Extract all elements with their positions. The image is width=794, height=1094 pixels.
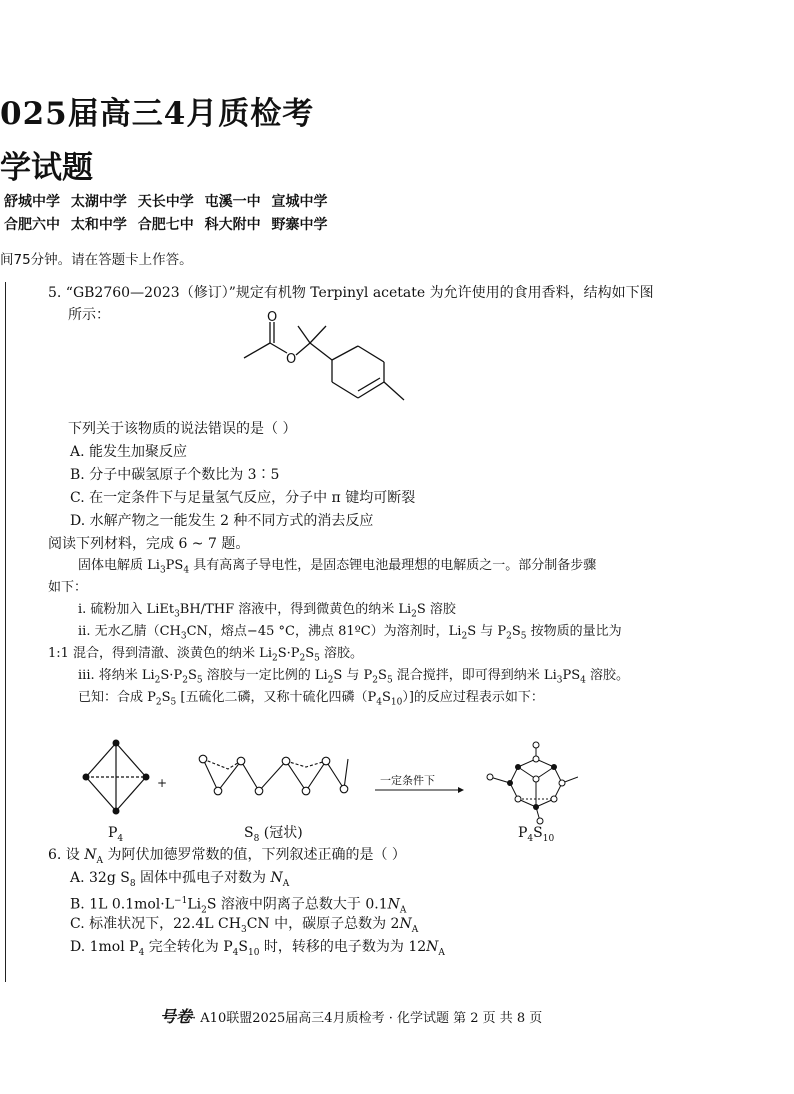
- label-p4s10: $P_4S_{10}$: [518, 825, 555, 844]
- q6-option-d: D. 1mol $P_4$ 完全转化为 $P_4S_{10}$ 时，转移的电子数为为 $12N_A$: [70, 939, 445, 958]
- brand-logo: 号卷: [160, 1007, 193, 1026]
- reading-step1: i. 硫粉加入 LiEt$_3$BH/THF 溶液中，得到微黄色的纳米 $Li_2S$ 溶胶: [78, 602, 456, 620]
- reaction-condition: 一定条件下: [380, 774, 435, 787]
- reading-step3: iii. 将纳米 $Li_2S\cdot P_2S_5$ 溶胶与一定比例的 $Li_2S$ 与 $P_2S_5$ 混合搅拌，即可得到纳米 $Li_3PS_4$ 溶胶。: [78, 668, 629, 686]
- q6-stem: 6. 设 $N_A$ 为阿伏加德罗常数的值，下列叙述正确的是（ ）: [48, 847, 406, 866]
- q5-option-b: B. 分子中碳氢原子个数比为 3∶5: [70, 467, 280, 483]
- q5-option-d: D. 水解产物之一能发生 2 种不同方式的消去反应: [70, 513, 374, 529]
- q6-option-b: B. 1L $0.1mol\cdot L^{-1}Li_2S$ 溶液中阴离子总数大于 $0.1N_A$: [70, 896, 407, 916]
- reading-para1: 固体电解质 $Li_3PS_4$ 具有高离子导电性，是固态锂电池最理想的电解质之一。部分制备步骤: [78, 558, 597, 576]
- page-footer: [160, 1004, 542, 1027]
- school-list-row2: 合肥六中 太和中学 合肥七中 科大附中 野寨中学: [4, 217, 328, 233]
- label-p4: $P_4$: [108, 825, 124, 844]
- q6-option-a: A. 32g $S_8$ 固体中孤电子对数为 $N_A$: [70, 870, 290, 889]
- terpinyl-acetate-structure: [240, 310, 410, 410]
- reading-known: 已知：合成 $P_2S_5$ [五硫化二磷，又称十硫化四磷$(P_4S_{10})$]的反应过程表示如下：: [78, 690, 544, 708]
- exam-title: 025届高三4月质检考: [0, 96, 315, 132]
- school-list-row1: 舒城中学 太湖中学 天长中学 屯溪一中 宣城中学: [4, 194, 328, 210]
- q6-option-c: C. 标准状况下，22.4L $CH_3CN$ 中，碳原子总数为 $2N_A$: [70, 916, 419, 935]
- margin-line: [5, 282, 6, 982]
- label-s8: $S_8$ (冠状): [244, 825, 303, 844]
- p4-molecule: [86, 743, 146, 811]
- q5-option-c: C. 在一定条件下与足量氢气反应，分子中 π 键均可断裂: [70, 490, 416, 506]
- reading-para1-cont: 如下：: [48, 580, 88, 595]
- reading-intro: 阅读下列材料，完成 6 ~ 7 题。: [48, 536, 250, 552]
- exam-instructions: 间75分钟。请在答题卡上作答。: [0, 252, 193, 268]
- subject-title: 学试题: [0, 150, 93, 186]
- q5-stem-line2: 所示：: [68, 307, 110, 323]
- q5-stem-line1: 5. “GB2760—2023（修订）”规定有机物 Terpinyl acetate 为允许使用的食用香料，结构如下图: [48, 285, 654, 301]
- q5-question: 下列关于该物质的说法错误的是（ ）: [68, 421, 297, 437]
- q5-option-a: A. 能发生加聚反应: [70, 444, 188, 460]
- reaction-scheme: [78, 735, 578, 825]
- svg-text:O: O: [267, 310, 278, 325]
- plus-sign: +: [157, 776, 168, 790]
- reading-step2-cont: 1:1 混合，得到清澈、淡黄色的纳米 $Li_2S\cdot P_2S_5$ 溶胶。: [48, 646, 364, 664]
- svg-text:O: O: [286, 352, 297, 367]
- footer-text: · A10联盟2025届高三4月质检考 · 化学试题 第 2 页 共 8 页: [192, 1011, 543, 1026]
- reading-step2: ii. 无水乙腈（$CH_3CN$，熔点−45 °C，沸点 81ºC）为溶剂时，$Li_2S$ 与 $P_2S_5$ 按物质的量比为: [78, 624, 622, 642]
